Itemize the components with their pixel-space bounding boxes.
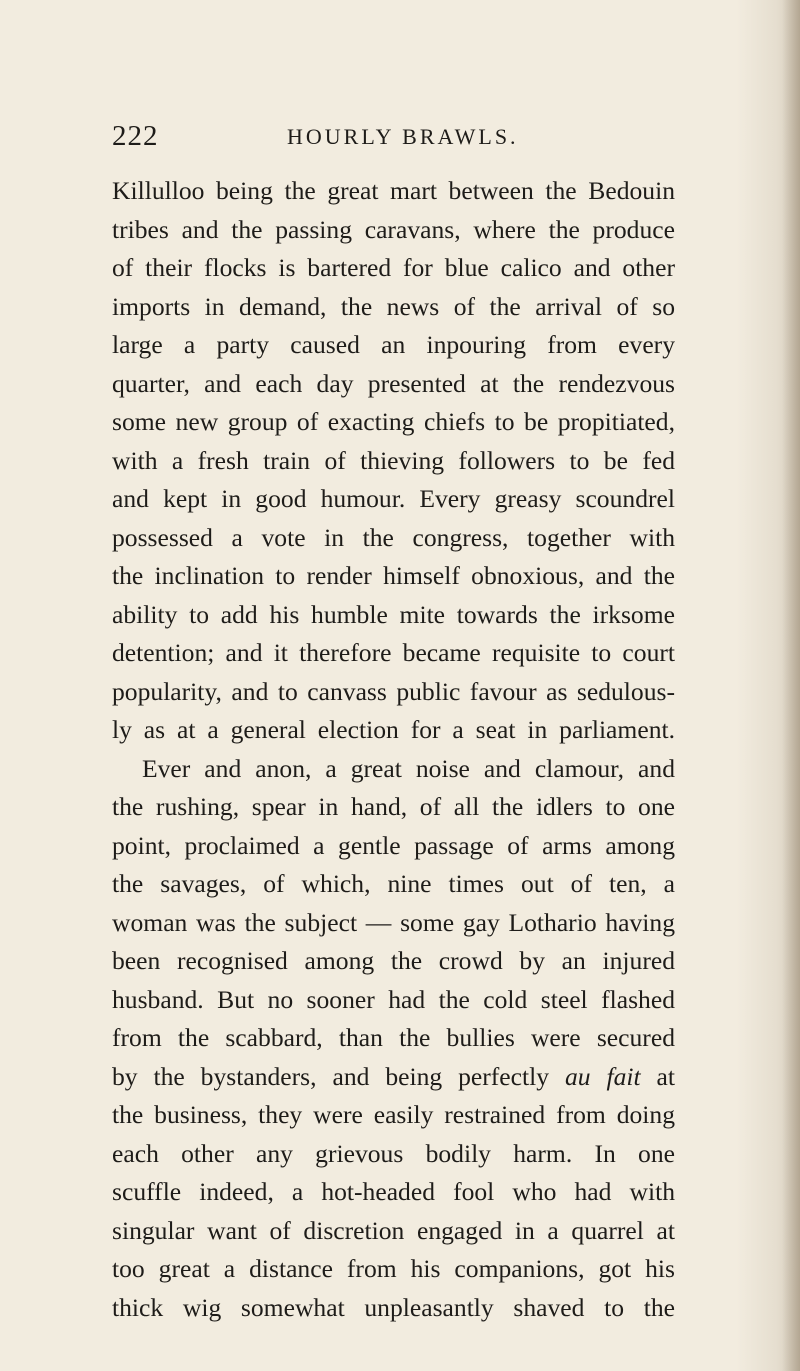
- text-line-8: with a fresh train of thieving followers to be fed: [112, 445, 675, 475]
- page-header: [112, 120, 672, 160]
- text-line-3: of their flocks is bartered for blue calico and other: [112, 253, 675, 282]
- text-line-24-start: by the bystanders, and being perfectly: [112, 1061, 550, 1091]
- text-line-22: husband. But no sooner had the cold steel flashed: [112, 984, 675, 1014]
- text-line-24-mixed: [112, 1058, 675, 1097]
- text-line-19: the savages, of which, nine times out of ten, a: [112, 869, 675, 898]
- text-line-16: Ever and anon, a great noise and clamour, and: [142, 753, 675, 783]
- italic-phrase: au fait: [564, 1061, 641, 1091]
- text-line-27: scuffle indeed, a hot-headed fool who had with: [112, 1177, 675, 1206]
- text-line-20: woman was the subject — some gay Lothario having: [112, 907, 675, 937]
- text-line-9: and kept in good humour. Every greasy scoundrel: [112, 484, 675, 513]
- text-line-26: each other any grievous bodily harm. In one: [112, 1138, 675, 1168]
- text-line-12: ability to add his humble mite towards the irksome: [112, 599, 675, 629]
- body-text: [112, 172, 675, 1327]
- text-line-24-end: at: [656, 1061, 676, 1091]
- text-line-23: from the scabbard, than the bullies were secured: [112, 1023, 675, 1052]
- text-line-13: detention; and it therefore became requisite to court: [112, 638, 675, 667]
- text-line-10: possessed a vote in the congress, together with: [112, 522, 675, 552]
- text-line-14: popularity, and to canvass public favour as sedulous-: [112, 676, 675, 706]
- text-line-5: large a party caused an inpouring from every: [112, 330, 675, 359]
- text-line-6: quarter, and each day presented at the rendezvous: [112, 368, 675, 398]
- text-line-17: the rushing, spear in hand, of all the idlers to one: [112, 792, 675, 821]
- text-line-18: point, proclaimed a gentle passage of arms among: [112, 830, 675, 860]
- text-line-11: the inclination to render himself obnoxious, and the: [112, 561, 675, 590]
- running-title: HOURLY BRAWLS.: [287, 124, 519, 149]
- text-line-21: been recognised among the crowd by an injured: [112, 946, 675, 975]
- page-number: 222: [112, 120, 159, 152]
- text-line-29: too great a distance from his companions, got his: [112, 1254, 675, 1283]
- text-line-15: ly as at a general election for a seat in parliament.: [112, 715, 675, 744]
- text-line-2: tribes and the passing caravans, where the produce: [112, 214, 675, 244]
- text-line-7: some new group of exacting chiefs to be propitiated,: [112, 407, 675, 436]
- text-line-25: the business, they were easily restrained from doing: [112, 1100, 675, 1129]
- page-gutter-shadow: [782, 0, 800, 1371]
- text-line-28: singular want of discretion engaged in a quarrel at: [112, 1215, 675, 1245]
- text-line-1: Killulloo being the great mart between the Bedouin: [112, 176, 675, 205]
- text-line-30: thick wig somewhat unpleasantly shaved to the: [112, 1292, 675, 1322]
- text-line-4: imports in demand, the news of the arrival of so: [112, 291, 675, 321]
